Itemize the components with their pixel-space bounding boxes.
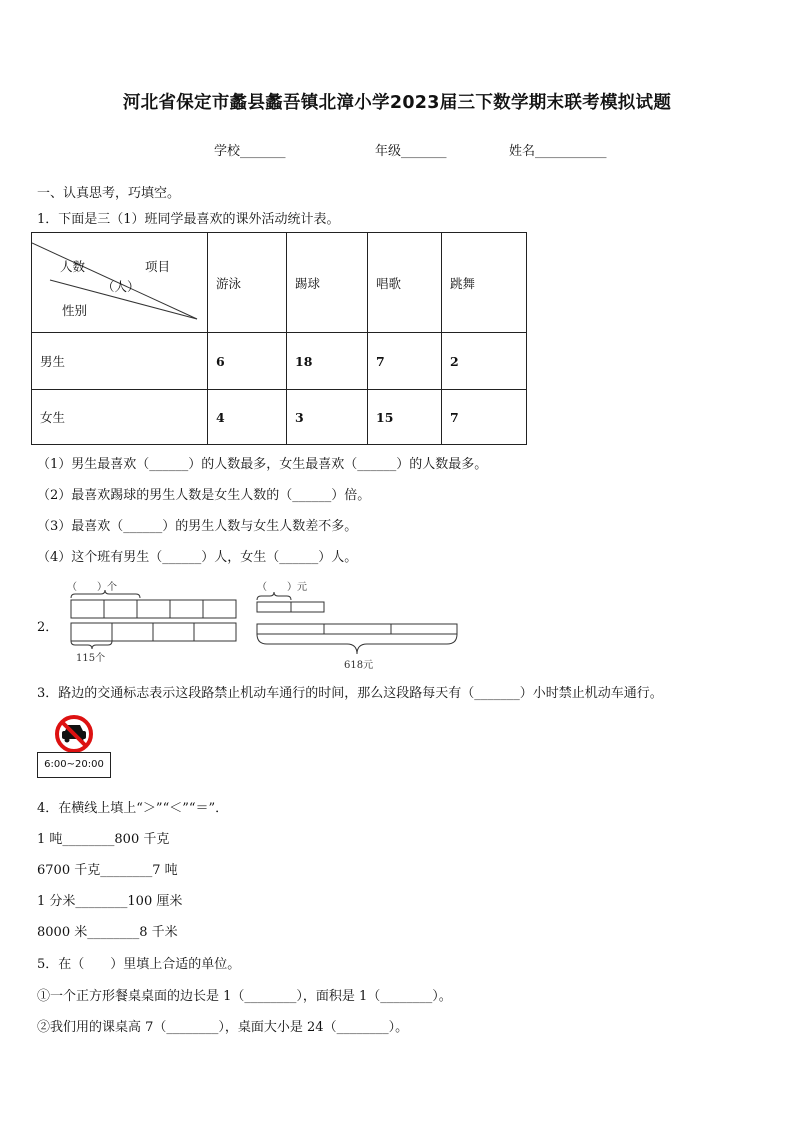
page-title: 河北省保定市蠡县蠡吾镇北漳小学2023届三下数学期末联考模拟试题: [122, 93, 672, 113]
row-label: 女生: [32, 390, 208, 445]
compare-item: 1 分米________100 厘米: [37, 894, 183, 909]
section-heading: 一、认真思考，巧填空。: [37, 186, 181, 201]
question-5-text: 5．在（ ）里填上合适的单位。: [37, 957, 241, 972]
table-header-row: [32, 233, 527, 333]
table-cell: 6: [208, 333, 287, 390]
sign-time-plate: 6:00~20:00: [37, 752, 111, 778]
question-1-sub-4: （4）这个班有男生（______）人，女生（______）人。: [37, 550, 358, 565]
table-cell: 15: [368, 390, 442, 445]
activity-table: [31, 232, 527, 445]
unit-item: ②我们用的课桌高 7（________），桌面大小是 24（________）。: [37, 1020, 409, 1035]
compare-item: 6700 千克________7 吨: [37, 863, 178, 878]
left-diagram-bottom-label: 115个: [76, 653, 106, 664]
header-item-label: 项目: [145, 259, 171, 274]
question-1-sub-1: （1）男生最喜欢（______）的人数最多，女生最喜欢（______）的人数最多。: [37, 457, 488, 472]
diagonal-header-cell: [32, 233, 208, 333]
left-segment-diagram: [68, 588, 240, 650]
compare-item: 1 吨________800 千克: [37, 832, 170, 847]
right-diagram-top-label: （ ）元: [257, 582, 307, 593]
no-motor-vehicle-sign-icon: [53, 714, 95, 754]
table-cell: 18: [287, 333, 368, 390]
question-1-sub-2: （2）最喜欢踢球的男生人数是女生人数的（______）倍。: [37, 488, 371, 503]
question-2-number: 2．: [37, 620, 59, 635]
table-cell: 4: [208, 390, 287, 445]
question-1-sub-3: （3）最喜欢（______）的男生人数与女生人数差不多。: [37, 519, 358, 534]
left-diagram-top-label: （ ）个: [67, 582, 117, 593]
question-1-intro: 1．下面是三（1）班同学最喜欢的课外活动统计表。: [37, 212, 340, 227]
column-header: 游泳: [208, 233, 287, 333]
row-label: 男生: [32, 333, 208, 390]
compare-item: 8000 米________8 千米: [37, 925, 178, 940]
table-cell: 7: [368, 333, 442, 390]
question-4-text: 4．在横线上填上“＞”“＜”“＝”．: [37, 801, 229, 816]
table-row: [32, 390, 527, 445]
header-unit-label: （人）: [102, 279, 140, 294]
table-row: [32, 333, 527, 390]
right-diagram-bottom-label: 618元: [344, 660, 374, 671]
table-cell: 2: [442, 333, 527, 390]
right-segment-diagram: [254, 588, 462, 660]
header-gender-label: 性别: [62, 303, 88, 318]
name-field: 姓名___________: [509, 144, 607, 159]
column-header: 跳舞: [442, 233, 527, 333]
table-cell: 3: [287, 390, 368, 445]
grade-field: 年级_______: [375, 144, 447, 159]
header-people-label: 人数: [60, 259, 86, 274]
unit-item: ①一个正方形餐桌桌面的边长是 1（________），面积是 1（________）。: [37, 989, 452, 1004]
school-field: 学校_______: [214, 144, 286, 159]
table-cell: 7: [442, 390, 527, 445]
column-header: 踢球: [287, 233, 368, 333]
column-header: 唱歌: [368, 233, 442, 333]
question-3-text: 3．路边的交通标志表示这段路禁止机动车通行的时间，那么这段路每天有（_______）小时禁止机动车通行。: [37, 686, 663, 701]
